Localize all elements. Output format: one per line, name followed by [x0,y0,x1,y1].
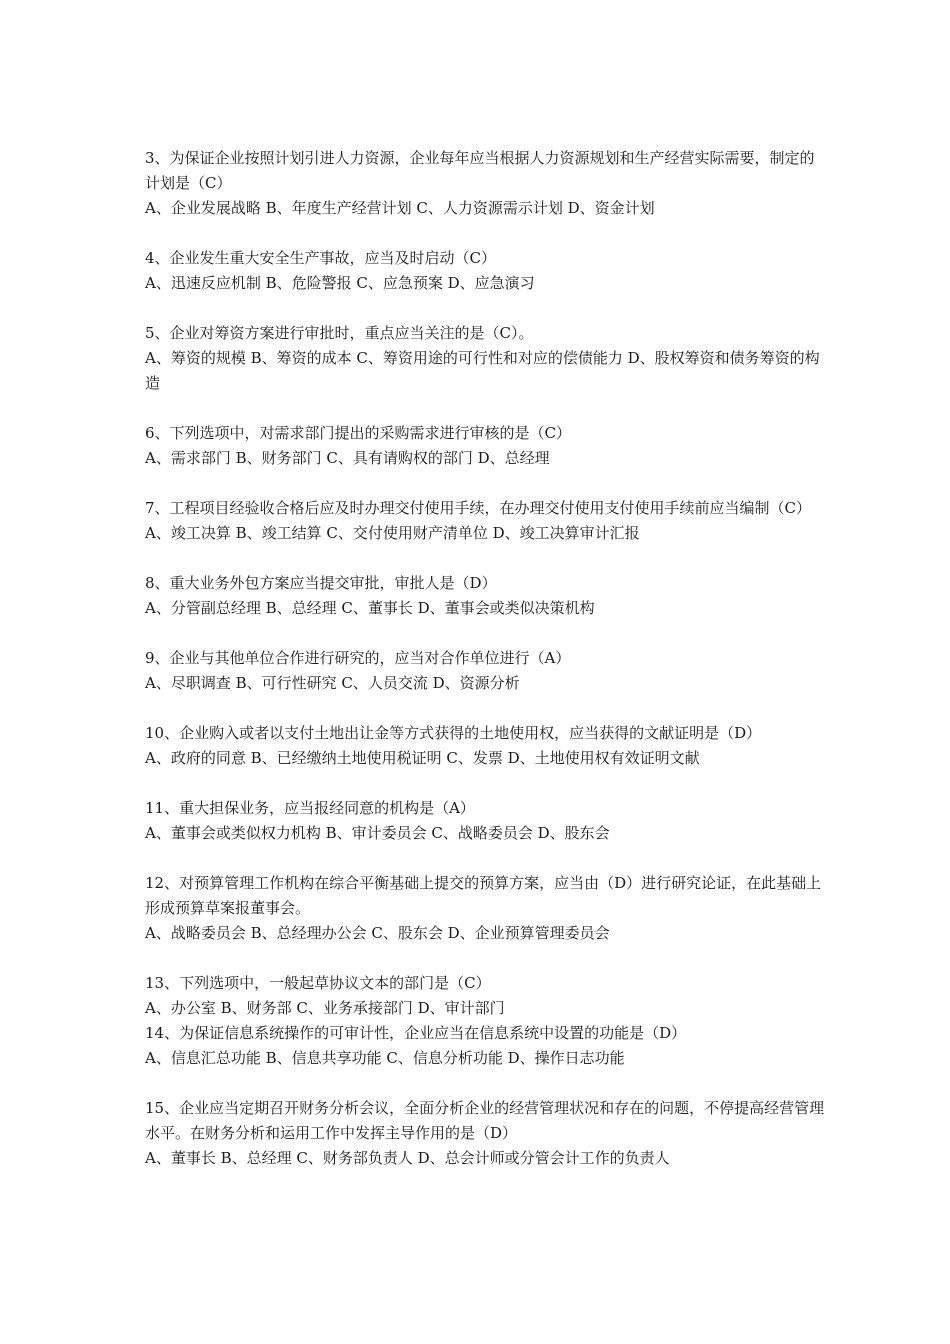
answer-options: A、尽职调查 B、可行性研究 C、人员交流 D、资源分析 [145,674,520,692]
answer-options: A、董事长 B、总经理 C、财务部负责人 D、总会计师或分管会计工作的负责人 [145,1149,670,1167]
question-text: 10、企业购入或者以支付土地出让金等方式获得的土地使用权，应当获得的文献证明是（D） [145,724,762,742]
question-5 [145,321,825,396]
question-text: 9、企业与其他单位合作进行研究的，应当对合作单位进行（A） [145,649,571,667]
question-13 [145,971,825,1021]
question-text: 4、企业发生重大安全生产事故，应当及时启动（C） [145,249,497,267]
question-text: 5、企业对筹资方案进行审批时，重点应当关注的是（C）。 [145,324,534,342]
answer-options: A、竣工决算 B、竣工结算 C、交付使用财产清单位 D、竣工决算审计汇报 [145,524,640,542]
question-text: 14、为保证信息系统操作的可审计性，企业应当在信息系统中设置的功能是（D） [145,1024,687,1042]
answer-options: A、筹资的规模 B、筹资的成本 C、筹资用途的可行性和对应的偿债能力 D、股权筹资和债务筹资的构造 [145,349,820,392]
question-10 [145,721,825,771]
answer-options: A、办公室 B、财务部 C、业务承接部门 D、审计部门 [145,999,505,1017]
answer-options: A、董事会或类似权力机构 B、审计委员会 C、战略委员会 D、股东会 [145,824,610,842]
answer-options: A、政府的同意 B、已经缴纳土地使用税证明 C、发票 D、土地使用权有效证明文献 [145,749,700,767]
answer-options: A、企业发展战略 B、年度生产经营计划 C、人力资源需示计划 D、资金计划 [145,199,655,217]
question-15 [145,1096,825,1171]
question-12 [145,871,825,946]
question-3 [145,146,825,221]
question-4 [145,246,825,296]
answer-options: A、迅速反应机制 B、危险警报 C、应急预案 D、应急演习 [145,274,535,292]
question-text: 13、下列选项中，一般起草协议文本的部门是（C） [145,974,491,992]
question-7 [145,496,825,546]
document-page [145,146,825,1196]
question-text: 7、工程项目经验收合格后应及时办理交付使用手续，在办理交付使用支付使用手续前应当编制（C） [145,499,812,517]
question-text: 6、下列选项中，对需求部门提出的采购需求进行审核的是（C） [145,424,572,442]
question-text: 11、重大担保业务，应当报经同意的机构是（A） [145,799,475,817]
answer-options: A、信息汇总功能 B、信息共享功能 C、信息分析功能 D、操作日志功能 [145,1049,625,1067]
question-14 [145,1021,825,1071]
answer-options: A、需求部门 B、财务部门 C、具有请购权的部门 D、总经理 [145,449,550,467]
question-8 [145,571,825,621]
question-text: 3、为保证企业按照计划引进人力资源，企业每年应当根据人力资源规划和生产经营实际需要，制定的计划是（C） [145,149,815,192]
question-text: 12、对预算管理工作机构在综合平衡基础上提交的预算方案，应当由（D）进行研究论证，在此基础上形成预算草案报董事会。 [145,874,822,917]
question-9 [145,646,825,696]
answer-options: A、战略委员会 B、总经理办公会 C、股东会 D、企业预算管理委员会 [145,924,610,942]
question-6 [145,421,825,471]
answer-options: A、分管副总经理 B、总经理 C、董事长 D、董事会或类似决策机构 [145,599,595,617]
question-text: 15、企业应当定期召开财务分析会议，全面分析企业的经营管理状况和存在的问题，不停提高经营管理水平。在财务分析和运用工作中发挥主导作用的是（D） [145,1099,825,1142]
question-text: 8、重大业务外包方案应当提交审批，审批人是（D） [145,574,497,592]
question-11 [145,796,825,846]
